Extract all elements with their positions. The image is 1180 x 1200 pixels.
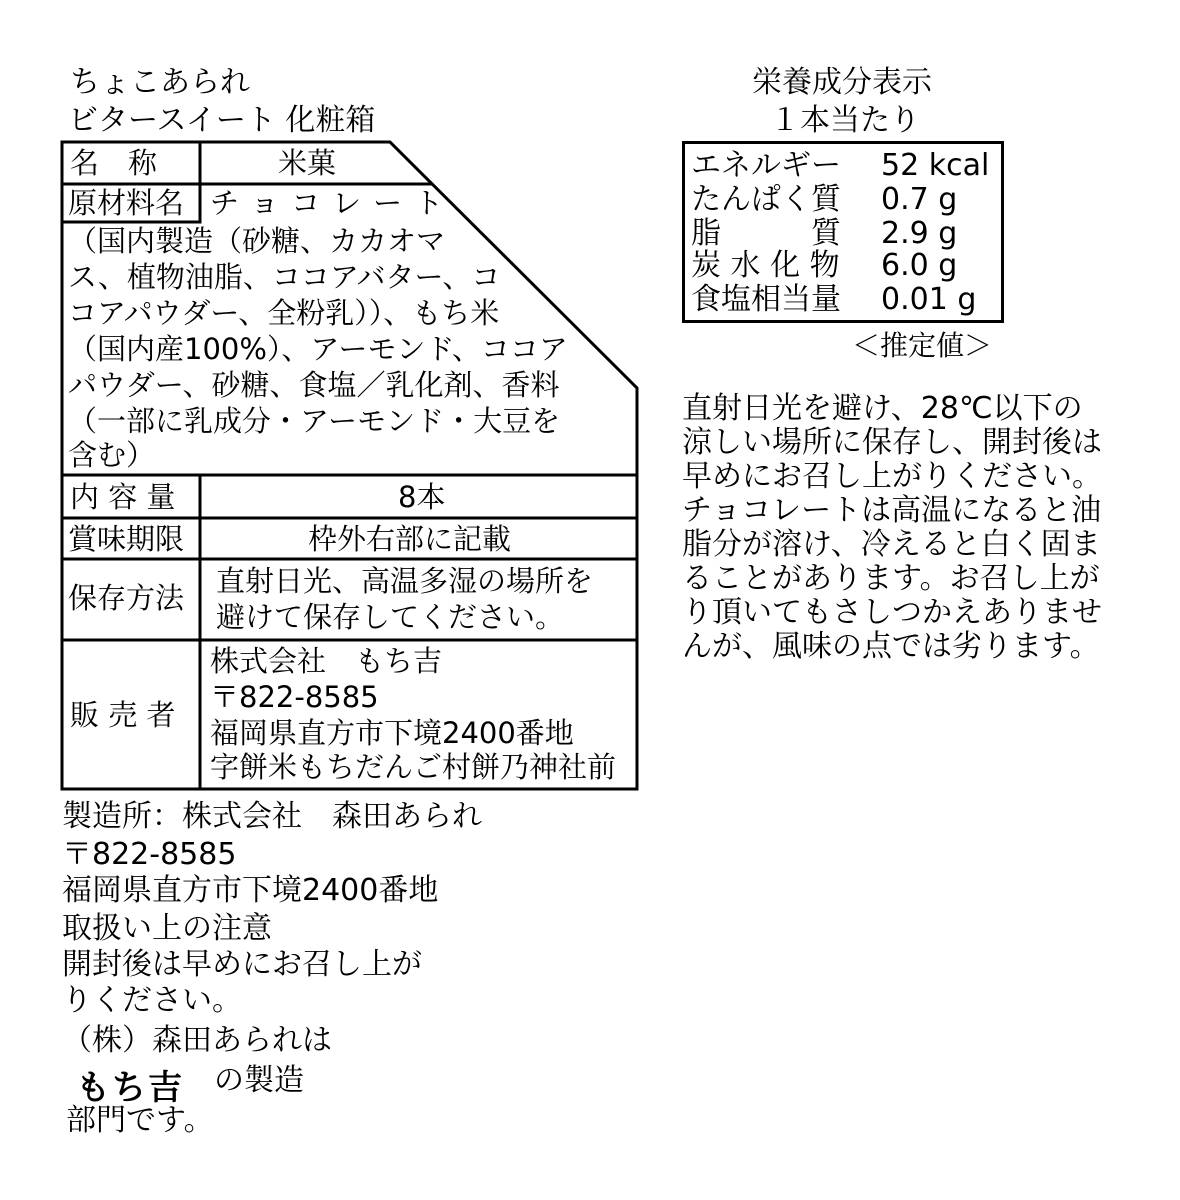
nutrition-value: 0.7 g bbox=[881, 182, 958, 217]
handling-line: 開封後は早めにお召し上が bbox=[62, 947, 422, 982]
seller-line: 株式会社 もち吉 bbox=[210, 644, 443, 678]
content-value: 8本 bbox=[398, 480, 446, 514]
ingredients-line: チョコレート bbox=[210, 186, 456, 220]
nutrition-note: ＜推定値＞ bbox=[852, 329, 993, 362]
nutrition-row bbox=[691, 184, 1001, 216]
name-value: 米菓 bbox=[278, 146, 337, 180]
ingredients-header: 原材料名 bbox=[68, 186, 185, 220]
nutrition-value: 52 kcal bbox=[881, 148, 990, 183]
ingredients-line: コアパウダー、全粉乳））、もち米 bbox=[68, 296, 500, 330]
bestbefore-value: 枠外右部に記載 bbox=[308, 522, 512, 556]
seller-line: 字餅米もちだんご村餅乃神社前 bbox=[210, 750, 617, 784]
nutrition-value: 6.0 g bbox=[881, 248, 958, 283]
product-name: ちょこあられ bbox=[70, 65, 250, 100]
content-header: 内 容 量 bbox=[70, 480, 176, 514]
company-note-line: （株）森田あられは bbox=[62, 1023, 332, 1058]
ingredients-line: パウダー、砂糖、食塩／乳化剤、香料 bbox=[68, 368, 560, 402]
nutrition-per: １本当たり bbox=[770, 103, 920, 138]
ingredients-line: （国内製造（砂糖、カカオマ bbox=[68, 224, 446, 258]
nutrition-label: エネルギー bbox=[691, 148, 841, 183]
name-header: 名 称 bbox=[70, 146, 158, 180]
storage-notice-line: んが、風味の点では劣ります。 bbox=[682, 629, 1100, 664]
storage-notice-line: チョコレートは高温になると油 bbox=[682, 493, 1102, 528]
storage-notice-line: 早めにお召し上がりください。 bbox=[682, 459, 1102, 494]
manufacturer-line: 〒822-8585 bbox=[62, 837, 237, 872]
company-note-suffix: の製造 bbox=[214, 1063, 304, 1098]
ingredients-line: （一部に乳成分・アーモンド・大豆を bbox=[68, 404, 561, 438]
seller-header: 販 売 者 bbox=[70, 698, 176, 732]
nutrition-label: 炭 水 化 物 bbox=[691, 248, 840, 283]
product-variant: ビタースイート 化粧箱 bbox=[68, 103, 376, 138]
ingredients-line: ス、植物油脂、ココアバター、コ bbox=[68, 260, 501, 294]
handling-title: 取扱い上の注意 bbox=[62, 911, 272, 946]
nutrition-title: 栄養成分表示 bbox=[752, 65, 932, 100]
nutrition-row bbox=[691, 150, 1001, 182]
seller-line: 〒822-8585 bbox=[210, 680, 379, 714]
manufacturer-line: 製造所：株式会社 森田あられ bbox=[62, 799, 482, 834]
bestbefore-header: 賞味期限 bbox=[68, 522, 185, 556]
storage-notice-line: ることがあります。お召し上が bbox=[682, 561, 1100, 596]
ingredients-line: 含む） bbox=[68, 438, 156, 472]
company-note-line: 部門です。 bbox=[66, 1103, 214, 1138]
mochikichi-logo: もち吉 bbox=[76, 1068, 184, 1108]
storage-notice-line: 脂分が溶け、冷えると白く固ま bbox=[682, 527, 1101, 562]
storage-notice-line: 直射日光を避け、28℃以下の bbox=[682, 391, 1083, 426]
storage-line: 直射日光、高温多湿の場所を bbox=[216, 564, 594, 598]
nutrition-table bbox=[682, 141, 1004, 323]
storage-header: 保存方法 bbox=[68, 581, 185, 615]
nutrition-row bbox=[691, 250, 1001, 282]
nutrition-value: 2.9 g bbox=[881, 216, 958, 251]
storage-notice-line: 涼しい場所に保存し、開封後は bbox=[682, 425, 1102, 460]
manufacturer-line: 福岡県直方市下境2400番地 bbox=[62, 873, 439, 908]
nutrition-label: 食塩相当量 bbox=[691, 282, 841, 317]
handling-line: りください。 bbox=[62, 983, 242, 1018]
nutrition-row bbox=[691, 284, 1001, 316]
nutrition-label: 脂 質 bbox=[691, 216, 841, 251]
seller-line: 福岡県直方市下境2400番地 bbox=[210, 716, 574, 750]
nutrition-label: たんぱく質 bbox=[691, 182, 841, 217]
nutrition-value: 0.01 g bbox=[881, 282, 977, 317]
ingredients-line: （国内産100%）、アーモンド、ココア bbox=[68, 332, 568, 366]
label-table bbox=[60, 140, 640, 791]
storage-notice-line: り頂いてもさしつかえありませ bbox=[682, 595, 1102, 630]
nutrition-row bbox=[691, 218, 1001, 250]
storage-line: 避けて保存してください。 bbox=[216, 600, 565, 634]
